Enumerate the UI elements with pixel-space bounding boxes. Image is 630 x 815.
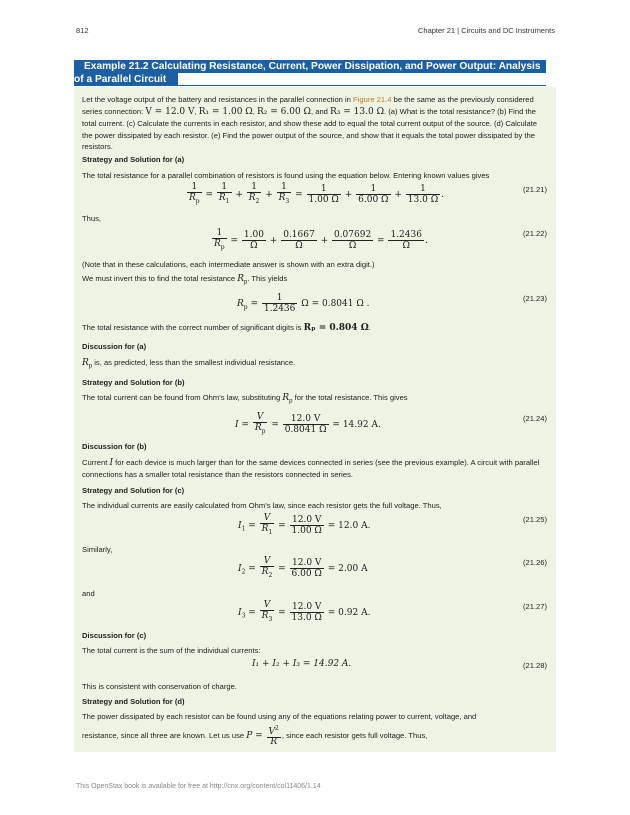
- intro-paragraph: Let the voltage output of the battery and resistances in the parallel connection in Figure 21.4 be the same as the previously considered series connection: V = 12.0 V, R₁ = 1.00 Ω, R₂ = 6.00 Ω, and R₃ = 13.0 Ω. (a) What is the total resistance? (b) Find the total current. (c) Calculate the currents in each resistor, and show these add to equal the total current output of the source. (d) Calculate the power dissipated by each resistor. (e) Find the power output of the source, and show that it equals the total power dissipated by the resistors.: [82, 95, 538, 151]
- equation-21-21: $\frac{1}{R_p}$ = $\frac{1}{R_1}$ + $\frac{1}{R_2}$ + $\frac{1}{R_3}$ = $\frac{1}{1.00 \Omega}$ + $\frac{1}{6.00 \Omega}$ + $\frac{1}{13.0 \Omega}$ .: [189, 182, 445, 205]
- strategy-a-text: The total resistance for a parallel combination of resistors is found using the equation below. Entering known values gives: [82, 171, 490, 180]
- and-text: and: [82, 589, 95, 598]
- equation-21-22: $\frac{1}{R_p}$ = $\frac{1.00}{\Omega}$ + $\frac{0.1667}{\Omega}$ + $\frac{0.07692}{\Omega}$ = $\frac{1.2436}{\Omega}$ .: [214, 228, 428, 251]
- equation-number: (21.27): [522, 602, 547, 611]
- heading-strategy-b: Strategy and Solution for (b): [82, 378, 185, 387]
- example-title: [74, 60, 546, 87]
- example-title-line1: Example 21.2 Calculating Resistance, Current, Power Dissipation, and Power Output: Analysis: [84, 61, 541, 72]
- equation-number: (21.24): [522, 414, 547, 423]
- equation-21-23: $R_p$ = $\frac{1}{1.2436}$ Ω = 0.8041 Ω .: [237, 293, 370, 314]
- discussion-a-text: $R_p$ is, as predicted, less than the smallest individual resistance.: [82, 358, 296, 370]
- discussion-b-text: Current I for each device is much larger than for the same devices connected in series (see the previous example). A circuit with parallel connections has a smaller total resistance than the resistors connected in series.: [82, 458, 540, 479]
- heading-strategy-c: Strategy and Solution for (c): [82, 486, 185, 495]
- footer-text: This OpenStax book is available for free at http://cnx.org/content/col11406/1.14: [76, 783, 321, 790]
- sig-digits-text: The total resistance with the correct number of significant digits is Rₚ = 0.804 Ω.: [82, 323, 371, 333]
- discussion-c-text: The total current is the sum of the individual currents:: [82, 646, 261, 655]
- equation-21-28: I₁ + I₂ + I₃ = 14.92 A.: [252, 659, 352, 669]
- page-number: 812: [76, 26, 89, 35]
- strategy-d-text-2: resistance, since all three are known. Let us use P = $\frac{V^2}{R}$ , since each resistor gets full voltage. Thus,: [82, 725, 428, 747]
- equation-number: (21.21): [522, 185, 547, 194]
- equation-21-24: I = $\frac{V}{R_p}$ = $\frac{12.0 V}{0.8041 \Omega}$ = 14.92 A.: [235, 412, 381, 435]
- equation-number: (21.23): [522, 294, 547, 303]
- conservation-text: This is consistent with conservation of charge.: [82, 682, 237, 691]
- equation-21-26: $I_2$ = $\frac{V}{R_2}$ = $\frac{12.0 V}{6.00 \Omega}$ = 2.00 A: [238, 556, 368, 579]
- example-title-line2: of a Parallel Circuit: [74, 74, 167, 85]
- thus-text: Thus,: [82, 214, 101, 223]
- heading-discussion-c: Discussion for (c): [82, 631, 147, 640]
- figure-link[interactable]: Figure 21.4: [353, 95, 392, 104]
- equation-21-25: $I_1$ = $\frac{V}{R_1}$ = $\frac{12.0 V}{1.00 \Omega}$ = 12.0 A.: [238, 513, 371, 536]
- heading-discussion-b: Discussion for (b): [82, 442, 147, 451]
- equation-number: (21.26): [522, 558, 547, 567]
- strategy-b-text: The total current can be found from Ohm’s law, substituting $R_p$ for the total resistance. This gives: [82, 393, 408, 405]
- equation-number: (21.28): [522, 661, 547, 670]
- equation-number: (21.22): [522, 229, 547, 238]
- strategy-c-text: The individual currents are easily calculated from Ohm’s law, since each resistor gets the full voltage. Thus,: [82, 501, 442, 510]
- equation-number: (21.25): [522, 515, 547, 524]
- heading-strategy-d: Strategy and Solution for (d): [82, 697, 185, 706]
- heading-strategy-a: Strategy and Solution for (a): [82, 155, 185, 164]
- heading-discussion-a: Discussion for (a): [82, 342, 147, 351]
- equation-21-27: $I_3$ = $\frac{V}{R_3}$ = $\frac{12.0 V}{13.0 \Omega}$ = 0.92 A.: [238, 600, 371, 623]
- invert-text: We must invert this to find the total resistance $R_p$. This yields: [82, 274, 288, 286]
- similarly-text: Similarly,: [82, 545, 113, 554]
- chapter-header: Chapter 21 | Circuits and DC Instruments: [417, 26, 555, 35]
- strategy-d-text-1: The power dissipated by each resistor can be found using any of the equations relating power to current, voltage, and: [82, 712, 477, 721]
- note-text: (Note that in these calculations, each intermediate answer is shown with an extra digit.): [82, 260, 375, 269]
